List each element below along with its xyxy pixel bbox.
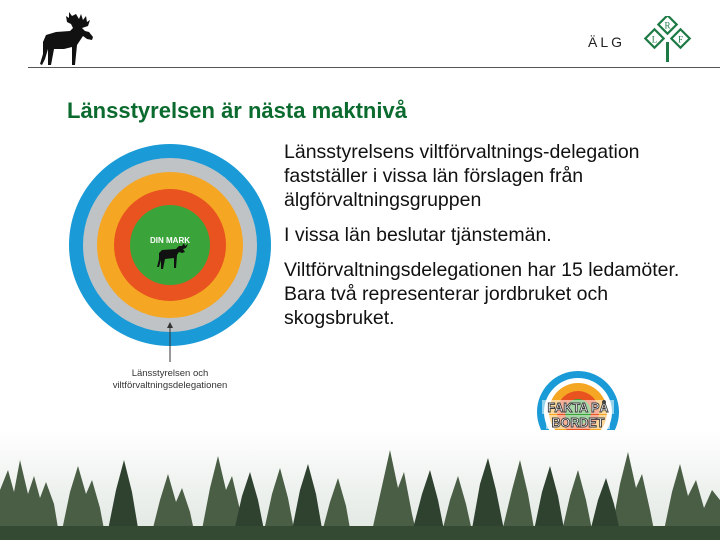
bullet-item: Viltförvaltningsdelegationen har 15 ledamöter. Bara två representerar jordbruket och skogsbruket.: [284, 259, 680, 329]
slide-title: Länsstyrelsen är nästa maktnivå: [67, 98, 407, 123]
moose-logo-icon: [36, 10, 102, 70]
target-caption-line1: Länsstyrelsen och: [131, 368, 209, 379]
bullet-item: Länsstyrelsens viltförvaltnings-delegation fastställer i vissa län förslagen från älgförvaltningsgruppen: [284, 141, 640, 211]
header-label: ÄLG: [588, 34, 626, 50]
lrf-letter-r: R: [664, 20, 671, 31]
header-divider: [28, 67, 720, 68]
bullet-list: [284, 140, 714, 341]
center-label: DIN MARK: [150, 236, 190, 245]
lrf-logo-icon: [640, 16, 696, 64]
badge-line1: FAKTA PÅ: [547, 401, 609, 415]
target-rings-graphic: [66, 142, 276, 402]
lrf-letter-l: L: [651, 34, 658, 45]
ring-center-green: [130, 205, 210, 285]
lrf-letter-f: F: [677, 34, 684, 45]
target-caption-line2: viltförvaltningsdelegationen: [112, 380, 228, 391]
bullet-item: I vissa län beslutar tjänstemän.: [284, 224, 552, 246]
forest-background-image: [0, 430, 720, 540]
badge-line2: BORDET: [551, 416, 605, 430]
